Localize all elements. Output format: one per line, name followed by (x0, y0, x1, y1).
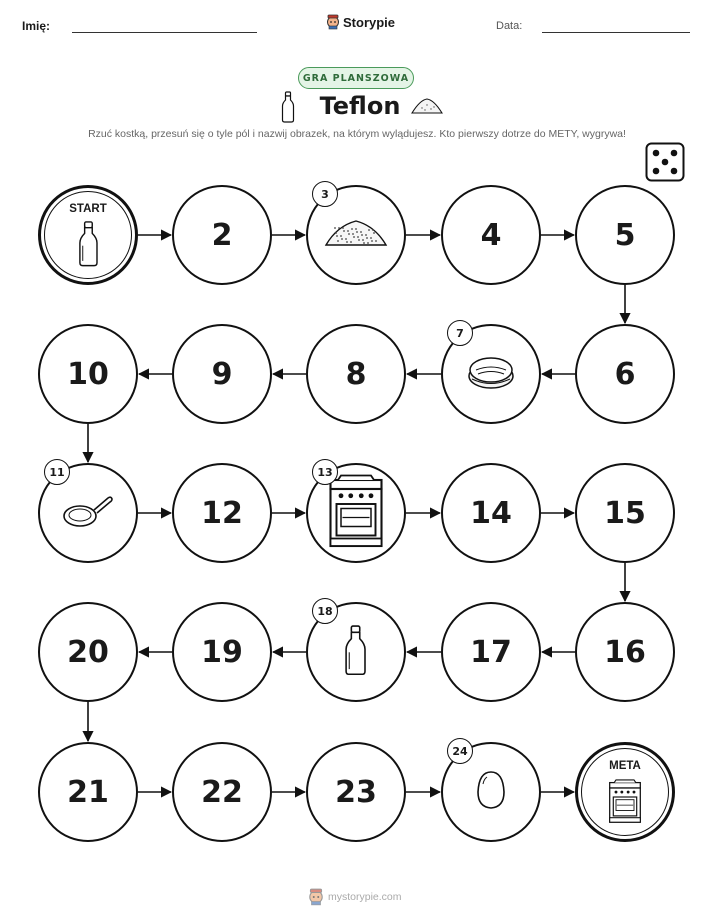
space-number-badge: 24 (447, 738, 473, 764)
finish-label: META (609, 760, 641, 772)
space-number: 2 (211, 217, 233, 253)
board-space-5 (575, 185, 675, 285)
space-number: 12 (201, 495, 243, 531)
board-space-6 (575, 324, 675, 424)
space-number-badge: 7 (447, 320, 473, 346)
egg-icon (475, 770, 507, 814)
board-space-4 (441, 185, 541, 285)
board-space-2 (172, 185, 272, 285)
space-number: 21 (67, 774, 109, 810)
space-number: 8 (345, 356, 367, 392)
powder-pile-icon (323, 216, 389, 254)
space-number: 20 (67, 634, 109, 670)
space-number-badge: 18 (312, 598, 338, 624)
space-number: 15 (604, 495, 646, 531)
board-space-23 (306, 742, 406, 842)
board-space-22 (172, 742, 272, 842)
space-number: 19 (201, 634, 243, 670)
bottle-icon (78, 221, 99, 271)
instructions: Rzuć kostką, przesuń się o tyle pól i nazwij obrazek, na którym wylądujesz. Kto pierwszy dotrze do METY, wygrywa! (88, 128, 626, 140)
stove-icon (607, 779, 643, 828)
board-space-9 (172, 324, 272, 424)
date-label: Data: (496, 20, 523, 32)
board-space-21 (38, 742, 138, 842)
board-space-16 (575, 602, 675, 702)
space-number: 5 (614, 217, 636, 253)
space-number-badge: 13 (312, 459, 338, 485)
name-label: Imię: (22, 19, 51, 33)
footer (308, 888, 402, 906)
board-space-20 (38, 602, 138, 702)
board-space-15 (575, 463, 675, 563)
space-number: 23 (335, 774, 377, 810)
space-number: 22 (201, 774, 243, 810)
brand-name: Storypie (343, 14, 396, 30)
space-number: 9 (211, 356, 233, 392)
page-title: Teflon (319, 92, 401, 120)
start-label: START (69, 203, 107, 215)
space-number-badge: 3 (312, 181, 338, 207)
board-space-14 (441, 463, 541, 563)
space-number: 6 (614, 356, 636, 392)
board-space-8 (306, 324, 406, 424)
board-space-19 (172, 602, 272, 702)
stove-icon (326, 474, 386, 553)
footer-url: mystorypie.com (328, 891, 402, 903)
space-number: 17 (470, 634, 512, 670)
space-number-badge: 11 (44, 459, 70, 485)
finish-space (575, 742, 675, 842)
pancake-icon (466, 352, 516, 396)
space-number: 14 (470, 495, 512, 531)
space-number: 16 (604, 634, 646, 670)
game-type-badge: GRA PLANSZOWA (298, 67, 414, 89)
bottle-icon (344, 625, 367, 679)
start-space (38, 185, 138, 285)
space-number: 4 (480, 217, 502, 253)
board-space-17 (441, 602, 541, 702)
board-space-10 (38, 324, 138, 424)
space-number: 10 (67, 356, 109, 392)
frying-pan-icon (62, 492, 114, 534)
storypie-mascot-icon (308, 888, 324, 906)
board-space-12 (172, 463, 272, 563)
